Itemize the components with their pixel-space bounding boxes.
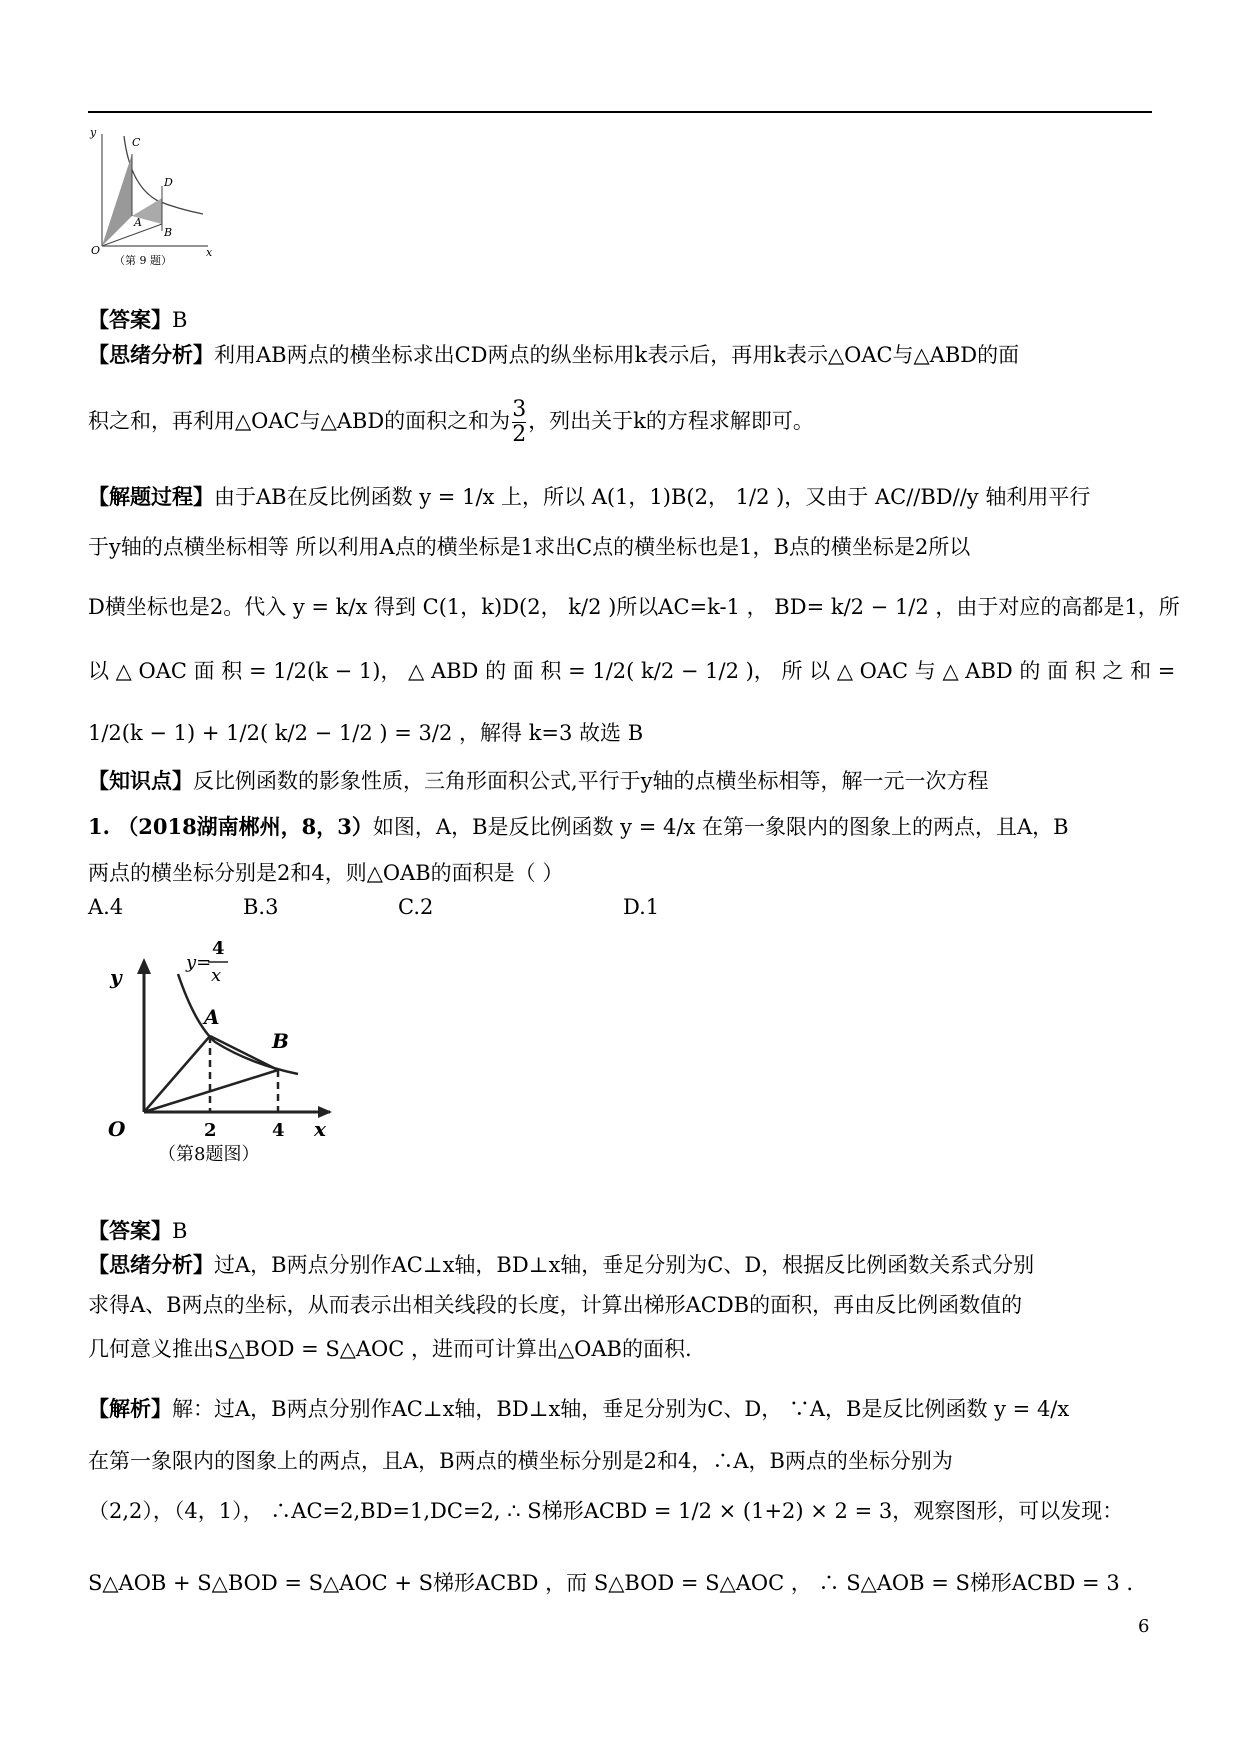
analysis-1-line1: 【思绪分析】利用AB两点的横坐标求出CD两点的纵坐标用k表示后，再用k表示△OAC与△ABD的面 [88,342,1020,367]
process-line4: 以 △ OAC 面 积 = 1/2(k − 1)， △ ABD 的 面 积 = 1/2( k/2 − 1/2 )， 所 以 △ OAC 与 △ ABD 的 面 积 之 和 = [88,659,1176,683]
option-b: B.3 [243,895,279,919]
fig2-o-label: O [108,1117,126,1141]
question-1-line2: 两点的横坐标分别是2和4，则△OAB的面积是（ ） [88,861,564,885]
fig1-caption: （第 9 题） [114,254,172,266]
fig1-a-label: A [134,216,142,229]
analysis-2-line3: 几何意义推出S△BOD = S△AOC ，进而可计算出△OAB的面积. [88,1337,692,1361]
analysis-2-line1: 【思绪分析】过A，B两点分别作AC⊥x轴，BD⊥x轴，垂足分别为C、D，根据反比例函数关系式分别 [88,1252,1035,1277]
fig2-a-label: A [204,1005,220,1029]
solution-line4: S△AOB + S△BOD = S△AOC + S梯形ACBD ，而 S△BOD = S△AOC ， ∴ S△AOB = S梯形ACBD = 3 . [88,1571,1134,1595]
question-1-options [88,892,659,922]
fig2-tick-4: 4 [272,1120,285,1141]
fig2-y-label: y [110,965,122,989]
fig1-o-label: O [91,244,101,257]
answer-1: 【答案】B [88,307,188,332]
analysis-1-line2: 积之和，再利用△OAC与△ABD的面积之和为 $\frac{3}{2}$ ，列出关于k的方程求解即可。 [88,397,814,447]
solution-line2: 在第一象限内的图象上的两点，且A，B两点的横坐标分别是2和4，∴A，B两点的坐标分别为 [88,1449,953,1473]
fig2-tick-2: 2 [204,1120,217,1141]
process-line2: 于y轴的点横坐标相等 所以利用A点的横坐标是1求出C点的横坐标也是1，B点的横坐标是2所以 [88,535,971,559]
option-a: A.4 [88,895,124,919]
option-c: C.2 [398,895,434,919]
figure-8 [100,924,340,1164]
process-line1: 【解题过程】由于AB在反比例函数 y = 1/x 上，所以 A(1，1)B(2， 1/2 )，又由于 AC//BD//y 轴利用平行 [88,484,1091,509]
fig1-c-label: C [132,136,141,149]
fig2-num-label: 4 [212,938,225,959]
fig2-b-label: B [272,1029,289,1053]
figure-9 [88,126,218,266]
process-line3: D横坐标也是2。代入 y = k/x 得到 C(1，k)D(2， k/2 )所以AC=k-1 ， BD= k/2 − 1/2 ，由于对应的高都是1，所 [88,595,1180,619]
header-rule [88,111,1152,113]
knowledge-1: 【知识点】反比例函数的影象性质，三角形面积公式,平行于y轴的点横坐标相等，解一元一次方程 [88,768,989,793]
fig1-y-label: y [90,126,97,139]
fig1-x-label: x [206,246,213,259]
process-line5: 1/2(k − 1) + 1/2( k/2 − 1/2 ) = 3/2 ，解得 k=3 故选 B [88,721,644,745]
fig1-b-label: B [164,226,173,239]
question-1-line1: 1. （2018湖南郴州，8，3）如图，A，B是反比例函数 y = 4/x 在第一象限内的图象上的两点，且A，B [88,814,1069,839]
fig2-caption: （第8题图） [158,1144,260,1164]
fig2-x-label: x [314,1117,326,1141]
fig2-den-label: x [211,965,222,986]
solution-line3: （2,2），（4，1）， ∴AC=2,BD=1,DC=2, ∴ S梯形ACBD = 1/2 × (1+2) × 2 = 3，观察图形，可以发现： [88,1499,1124,1523]
page-number: 6 [1138,1616,1150,1637]
fig2-eq-label: y= [186,952,212,973]
solution-line1: 【解析】解：过A，B两点分别作AC⊥x轴，BD⊥x轴，垂足分别为C、D， ∵A，B是反比例函数 y = 4/x [88,1396,1070,1421]
option-d: D.1 [623,895,660,919]
analysis-2-line2: 求得A、B两点的坐标，从而表示出相关线段的长度，计算出梯形ACDB的面积，再由反比例函数值的 [88,1293,1023,1317]
answer-2: 【答案】B [88,1218,188,1243]
fig1-d-label: D [164,176,173,189]
